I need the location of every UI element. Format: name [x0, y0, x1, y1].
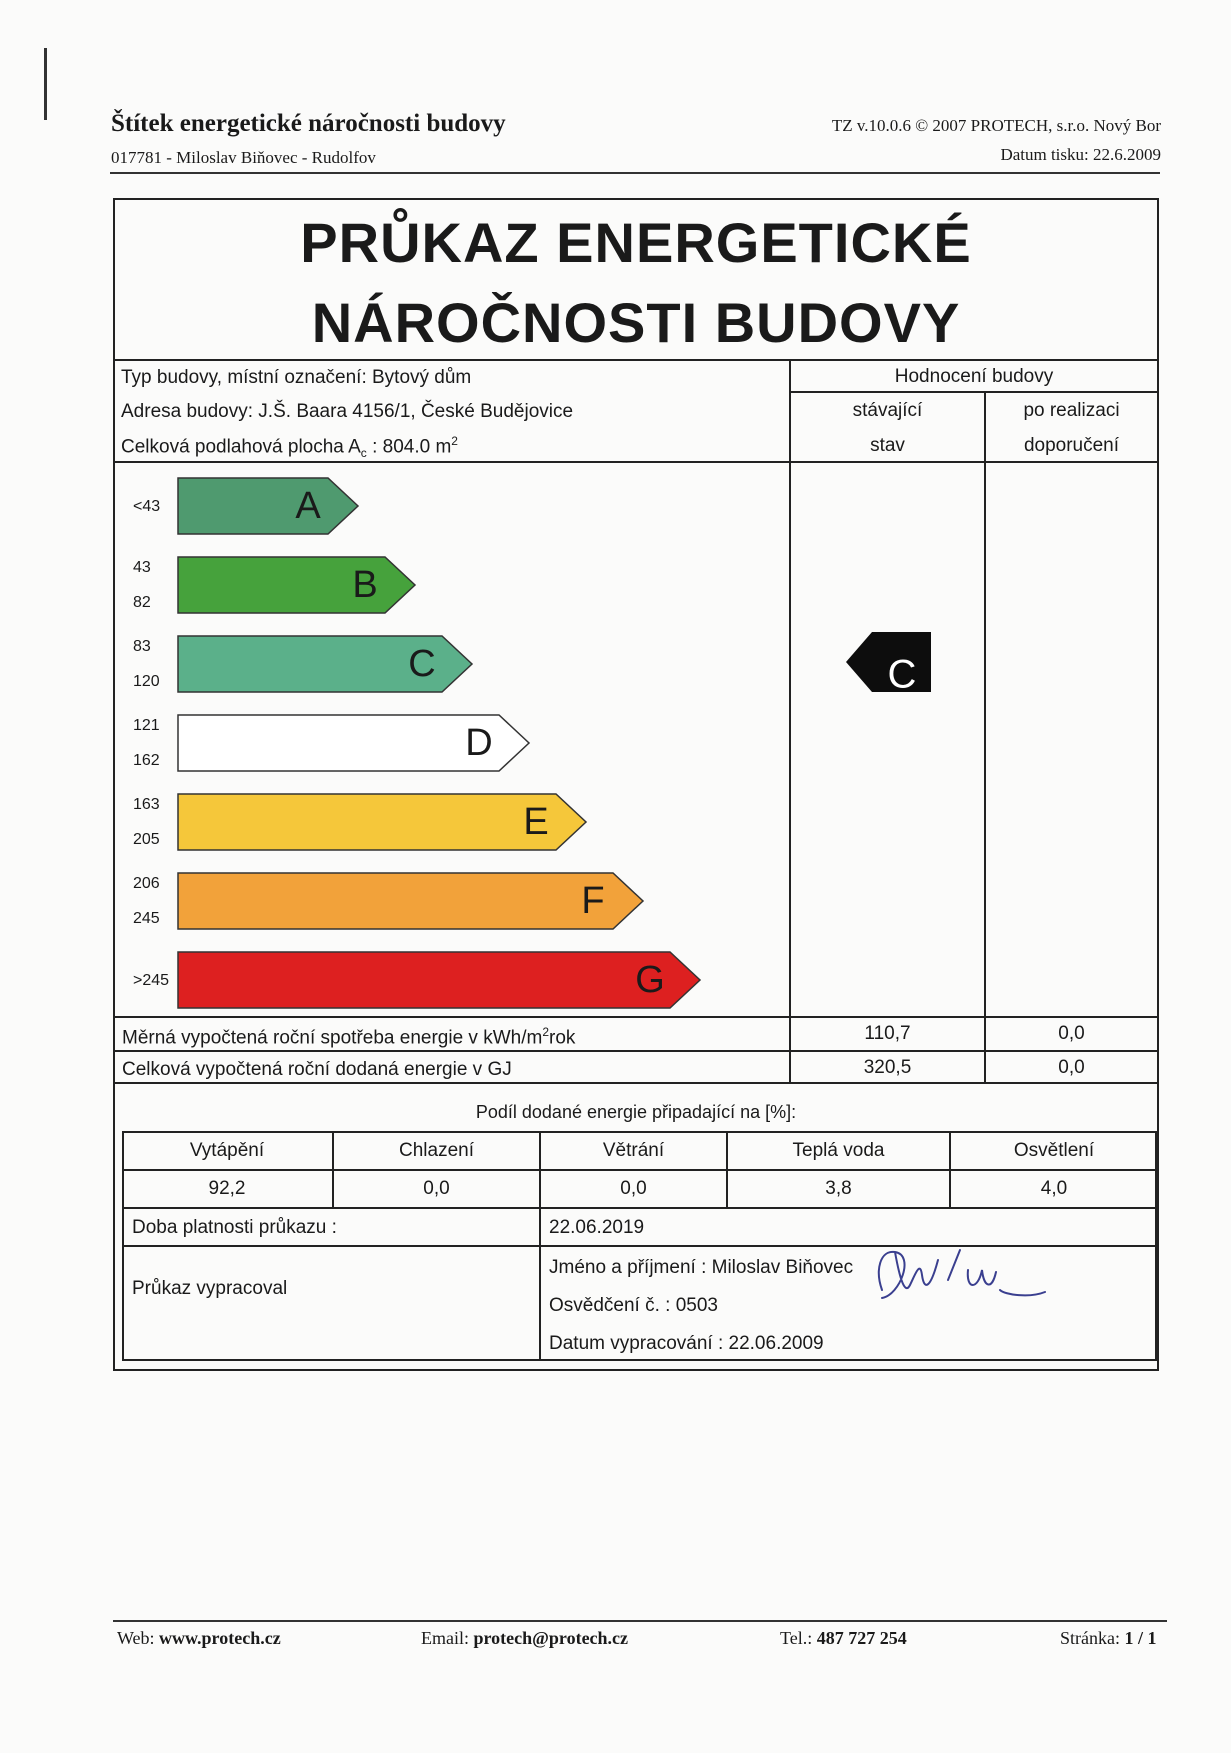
energy-class-c	[178, 636, 472, 692]
current-class-marker	[846, 632, 931, 697]
author-certificate: Osvědčení č. : 0503	[549, 1295, 718, 1316]
label-title: Štítek energetické náročnosti budovy	[111, 110, 506, 137]
energy-class-letter: C	[408, 643, 436, 686]
footer-page: Stránka: 1 / 1	[1060, 1628, 1157, 1648]
validity-label: Doba platnosti průkazu :	[132, 1217, 337, 1238]
share-value-hot-water: 3,8	[825, 1178, 852, 1199]
current-state-label-2: stav	[870, 435, 905, 456]
energy-class-b	[178, 557, 415, 613]
after-recommendations-label: po realizaci	[1023, 400, 1120, 421]
range-lower-bound: 163	[133, 796, 160, 813]
energy-class-f	[178, 873, 643, 929]
range-lower-bound: 83	[133, 638, 151, 655]
footer-phone: Tel.: 487 727 254	[780, 1628, 907, 1648]
footer-web: Web: www.protech.cz	[117, 1628, 281, 1648]
total-energy-label: Celková vypočtená roční dodaná energie v GJ	[122, 1059, 512, 1080]
rating-header: Hodnocení budovy	[894, 366, 1054, 387]
specific-energy-after: 0,0	[1058, 1023, 1085, 1044]
range-upper-bound: 205	[133, 831, 160, 848]
divider	[122, 1169, 1157, 1171]
range-bound: >245	[133, 972, 170, 989]
energy-class-e	[178, 794, 586, 850]
range-upper-bound: 120	[133, 673, 160, 690]
range-bound: <43	[133, 498, 161, 515]
total-energy-current: 320,5	[863, 1057, 912, 1078]
footer-email: Email: protech@protech.cz	[421, 1628, 629, 1648]
author-date: Datum vypracování : 22.06.2009	[549, 1333, 824, 1354]
share-value-ventilation: 0,0	[620, 1178, 647, 1199]
range-upper-bound: 245	[133, 910, 160, 927]
range-lower-bound: 121	[133, 717, 160, 734]
signature	[860, 1240, 1050, 1320]
footer-divider	[113, 1620, 1167, 1622]
divider	[122, 1207, 1157, 1209]
energy-class-letter: E	[523, 801, 549, 844]
range-upper-bound: 162	[133, 752, 160, 769]
share-header-lighting: Osvětlení	[1013, 1140, 1095, 1161]
energy-class-arrow	[178, 952, 700, 1008]
range-lower-bound: 43	[133, 559, 151, 576]
divider	[539, 1131, 541, 1361]
energy-class-letter: A	[295, 485, 321, 528]
author-name: Jméno a příjmení : Miloslav Biňovec	[549, 1257, 854, 1278]
energy-class-a	[178, 478, 358, 534]
energy-class-arrow	[178, 557, 415, 613]
share-value-heating: 92,2	[208, 1178, 246, 1199]
energy-class-letter: F	[581, 880, 605, 923]
energy-class-arrow	[178, 873, 643, 929]
share-header-heating: Vytápění	[189, 1140, 265, 1161]
energy-class-g	[178, 952, 700, 1008]
share-header-cooling: Chlazení	[399, 1140, 474, 1161]
energy-class-arrow	[178, 478, 358, 534]
current-class-letter: C	[887, 652, 917, 697]
building-type: Typ budovy, místní označení: Bytový dům	[121, 367, 472, 388]
energy-class-letter: D	[465, 722, 493, 765]
energy-class-d	[178, 715, 529, 771]
floor-area: Celková podlahová plocha $A_c$ : 804.0 $m^2$	[121, 434, 458, 461]
validity-value: 22.06.2019	[549, 1217, 645, 1238]
building-address: Adresa budovy: J.Š. Baara 4156/1, České Budějovice	[121, 401, 574, 422]
label-subtitle: 017781 - Miloslav Biňovec - Rudolfov	[111, 148, 376, 167]
specific-energy-current: 110,7	[864, 1023, 911, 1044]
energy-class-letter: G	[635, 959, 665, 1002]
author-label: Průkaz vypracoval	[132, 1278, 288, 1299]
current-state-label: stávající	[852, 400, 923, 421]
software-version: TZ v.10.0.6 © 2007 PROTECH, s.r.o. Nový Bor	[831, 116, 1161, 135]
range-upper-bound: 82	[133, 594, 151, 611]
range-lower-bound: 206	[133, 875, 160, 892]
shares-title: Podíl dodané energie připadající na [%]:	[475, 1102, 797, 1122]
energy-class-letter: B	[352, 564, 378, 607]
certificate-title-line2: NÁROČNOSTI BUDOVY	[311, 291, 961, 354]
share-header-ventilation: Větrání	[602, 1140, 665, 1161]
share-value-cooling: 0,0	[423, 1178, 450, 1199]
share-header-hot-water: Teplá voda	[792, 1140, 885, 1161]
specific-energy-label: Měrná vypočtená roční spotřeba energie v kWh/$m^2rok$	[122, 1025, 576, 1049]
print-date: Datum tisku: 22.6.2009	[1000, 145, 1161, 164]
certificate-title-line1: PRŮKAZ ENERGETICKÉ	[300, 211, 972, 274]
after-recommendations-label-2: doporučení	[1023, 435, 1120, 456]
total-energy-after: 0,0	[1058, 1057, 1085, 1078]
share-value-lighting: 4,0	[1040, 1178, 1068, 1199]
